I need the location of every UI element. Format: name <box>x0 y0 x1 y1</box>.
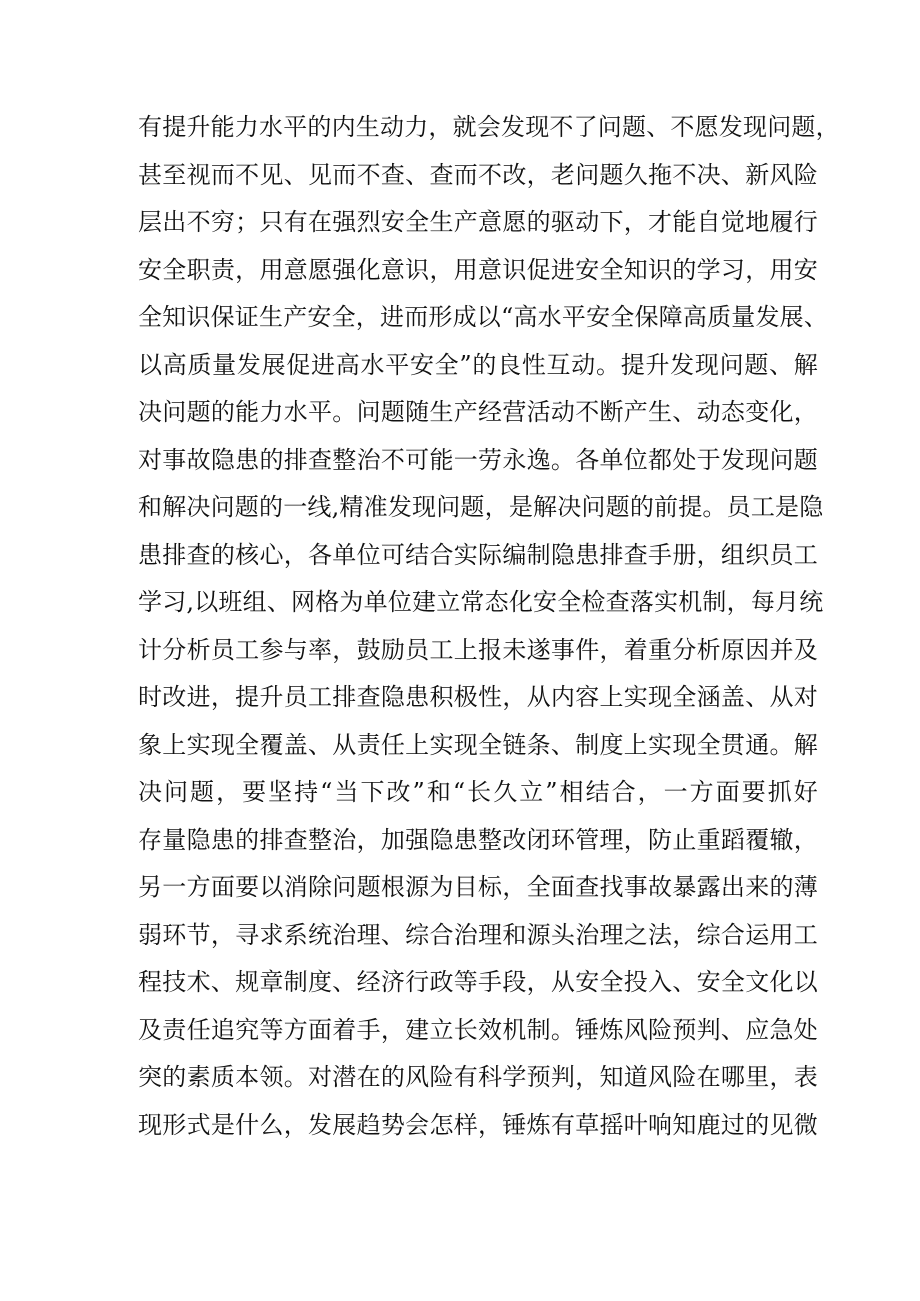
text-line: 存量隐患的排查整治，加强隐患整改闭环管理，防止重蹈覆辙， <box>138 825 818 854</box>
text-line: 患排查的核心，各单位可结合实际编制隐患排查手册，组织员工 <box>138 540 818 569</box>
text-line: 另一方面要以消除问题根源为目标，全面查找事故暴露出来的薄 <box>138 873 818 901</box>
body-paragraph <box>138 104 840 1149</box>
text-line: 决问题，要坚持“当下改”和“长久立”相结合，一方面要抓好 <box>138 778 818 806</box>
text-line: 象上实现全覆盖、从责任上实现全链条、制度上实现全贯通。解 <box>138 730 818 759</box>
text-line: 学习,以班组、网格为单位建立常态化安全检查落实机制，每月统 <box>138 588 824 616</box>
text-line: 决问题的能力水平。问题随生产经营活动不断产生、动态变化， <box>138 398 818 426</box>
text-line: 安全职责，用意愿强化意识，用意识促进安全知识的学习，用安 <box>138 255 818 284</box>
text-line: 计分析员工参与率，鼓励员工上报未遂事件，着重分析原因并及 <box>138 635 818 664</box>
text-line: 时改进，提升员工排查隐患积极性，从内容上实现全涵盖、从对 <box>138 683 818 711</box>
text-line: 现形式是什么，发展趋势会怎样，锤炼有草摇叶响知鹿过的见微 <box>138 1110 818 1139</box>
text-line: 有提升能力水平的内生动力，就会发现不了问题、不愿发现问题， <box>138 113 840 141</box>
text-line: 突的素质本领。对潜在的风险有科学预判，知道风险在哪里，表 <box>138 1063 818 1091</box>
text-line: 和解决问题的一线,精准发现问题，是解决问题的前提。员工是隐 <box>138 493 824 521</box>
text-line: 程技术、规章制度、经济行政等手段，从安全投入、安全文化以 <box>138 968 818 996</box>
text-line: 对事故隐患的排查整治不可能一劳永逸。各单位都处于发现问题 <box>138 445 818 474</box>
text-line: 层出不穷；只有在强烈安全生产意愿的驱动下，才能自觉地履行 <box>138 208 818 236</box>
text-line: 全知识保证生产安全，进而形成以“高水平安全保障高质量发展、 <box>138 303 829 331</box>
text-line: 以高质量发展促进高水平安全”的良性互动。提升发现问题、解 <box>138 350 818 379</box>
text-line: 及责任追究等方面着手，建立长效机制。锤炼风险预判、应急处 <box>138 1015 818 1044</box>
text-line: 弱环节，寻求系统治理、综合治理和源头治理之法，综合运用工 <box>138 920 818 949</box>
text-line: 甚至视而不见、见而不查、查而不改，老问题久拖不决、新风险 <box>138 160 818 189</box>
